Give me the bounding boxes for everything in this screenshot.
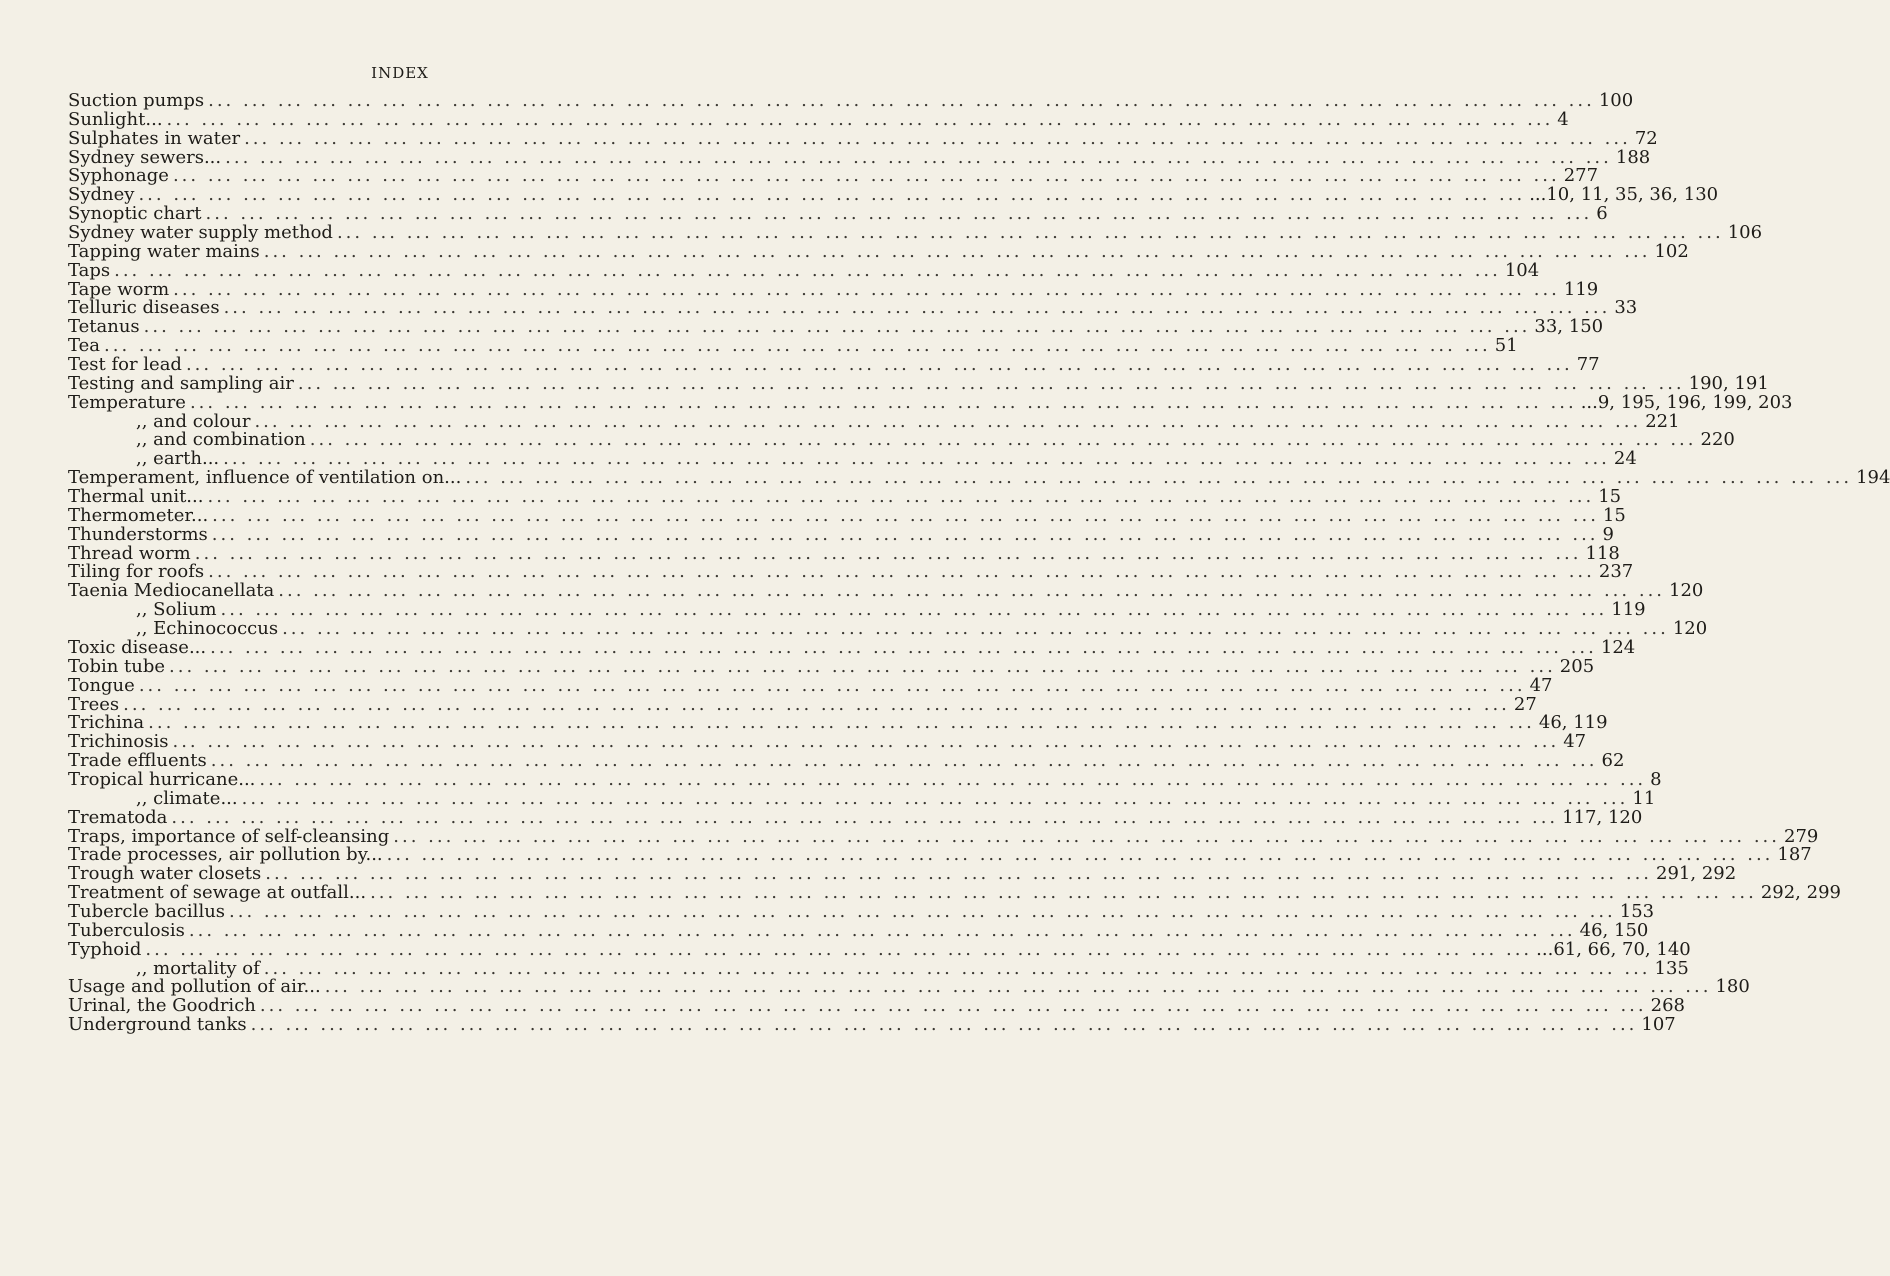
entry-term: Treatment of sewage at outfall... xyxy=(68,882,367,904)
index-entry xyxy=(68,938,1691,960)
entry-page-numbers: 292, 299 xyxy=(1760,882,1841,904)
index-entry xyxy=(68,391,1793,413)
entry-page-numbers: 47 xyxy=(1529,674,1553,696)
entry-page-numbers: 187 xyxy=(1777,844,1812,866)
entry-term: Sydney water supply method xyxy=(68,222,333,244)
index-entry xyxy=(68,1014,1676,1036)
entry-term: Sulphates in water xyxy=(68,127,241,149)
entry-page-numbers: ...10, 11, 35, 36, 130 xyxy=(1529,184,1719,206)
dot-leader: ... ... ... ... ... ... ... ... ... ... ... ... ... ... ... ... ... ... ... ... ... ... ... ... ... ... ... ... ... ... ... ... ... ... ... ... ... ... ... ... xyxy=(104,335,1491,357)
dot-leader: ... ... ... ... ... ... ... ... ... ... ... ... ... ... ... ... ... ... ... ... ... ... ... ... ... ... ... ... ... ... ... ... ... ... ... ... ... ... ... ... xyxy=(208,561,1595,583)
index-list xyxy=(68,90,1890,1036)
entry-page-numbers: 107 xyxy=(1641,1014,1676,1036)
entry-page-numbers: 9 xyxy=(1602,523,1614,545)
entry-term: ,, Echinococcus xyxy=(136,618,279,640)
entry-page-numbers: 102 xyxy=(1654,240,1689,262)
dot-leader: ... ... ... ... ... ... ... ... ... ... ... ... ... ... ... ... ... ... ... ... ... ... ... ... ... ... ... ... ... ... ... ... ... ... ... ... ... ... ... ... xyxy=(189,391,1577,413)
dot-leader: ... ... ... ... ... ... ... ... ... ... ... ... ... ... ... ... ... ... ... ... ... ... ... ... ... ... ... ... ... ... ... ... ... ... ... ... ... ... ... ... xyxy=(208,90,1595,111)
dot-leader: ... ... ... ... ... ... ... ... ... ... ... ... ... ... ... ... ... ... ... ... ... ... ... ... ... ... ... ... ... ... ... ... ... ... ... ... ... ... ... ... xyxy=(370,882,1757,904)
dot-leader: ... ... ... ... ... ... ... ... ... ... ... ... ... ... ... ... ... ... ... ... ... ... ... ... ... ... ... ... ... ... ... ... ... ... ... ... ... ... ... ... xyxy=(254,410,1642,432)
dot-leader: ... ... ... ... ... ... ... ... ... ... ... ... ... ... ... ... ... ... ... ... ... ... ... ... ... ... ... ... ... ... ... ... ... ... ... ... ... ... ... ... xyxy=(225,146,1612,168)
entry-term: Thread worm xyxy=(68,542,191,564)
entry-page-numbers: 62 xyxy=(1601,750,1625,772)
dot-leader: ... ... ... ... ... ... ... ... ... ... ... ... ... ... ... ... ... ... ... ... ... ... ... ... ... ... ... ... ... ... ... ... ... ... ... ... ... ... ... ... xyxy=(220,599,1608,621)
entry-page-numbers: 46, 119 xyxy=(1538,712,1608,734)
dot-leader: ... ... ... ... ... ... ... ... ... ... ... ... ... ... ... ... ... ... ... ... ... ... ... ... ... ... ... ... ... ... ... ... ... ... ... ... ... ... ... ... xyxy=(166,108,1554,130)
dot-leader: ... ... ... ... ... ... ... ... ... ... ... ... ... ... ... ... ... ... ... ... ... ... ... ... ... ... ... ... ... ... ... ... ... ... ... ... ... ... ... ... xyxy=(138,674,1526,696)
dot-leader: ... ... ... ... ... ... ... ... ... ... ... ... ... ... ... ... ... ... ... ... ... ... ... ... ... ... ... ... ... ... ... ... ... ... ... ... ... ... ... ... xyxy=(309,429,1697,451)
entry-term: Urinal, the Goodrich xyxy=(68,995,256,1017)
entry-term: Trade processes, air pollution by... xyxy=(68,844,383,866)
dot-leader: ... ... ... ... ... ... ... ... ... ... ... ... ... ... ... ... ... ... ... ... ... ... ... ... ... ... ... ... ... ... ... ... ... ... ... ... ... ... ... ... xyxy=(114,259,1501,281)
dot-leader: ... ... ... ... ... ... ... ... ... ... ... ... ... ... ... ... ... ... ... ... ... ... ... ... ... ... ... ... ... ... ... ... ... ... ... ... ... ... ... ... xyxy=(250,1014,1638,1036)
entry-term: Test for lead xyxy=(68,354,182,376)
entry-page-numbers: 11 xyxy=(1632,787,1656,809)
index-entry xyxy=(68,806,1643,828)
entry-term: ,, Solium xyxy=(136,599,217,621)
entry-page-numbers: 15 xyxy=(1598,486,1622,508)
entry-term: Sunlight... xyxy=(68,108,163,130)
index-entry xyxy=(68,504,1626,526)
entry-page-numbers: ...9, 195, 196, 199, 203 xyxy=(1580,391,1793,413)
index-entry xyxy=(68,372,1769,394)
dot-leader: ... ... ... ... ... ... ... ... ... ... ... ... ... ... ... ... ... ... ... ... ... ... ... ... ... ... ... ... ... ... ... ... ... ... ... ... ... ... ... ... xyxy=(282,618,1669,640)
dot-leader: ... ... ... ... ... ... ... ... ... ... ... ... ... ... ... ... ... ... ... ... ... ... ... ... ... ... ... ... ... ... ... ... ... ... ... ... ... ... ... ... xyxy=(223,448,1610,470)
entry-term: Trichina xyxy=(68,712,145,734)
entry-term: Syphonage xyxy=(68,165,169,187)
index-entry xyxy=(68,259,1540,281)
page-heading: INDEX xyxy=(371,64,429,82)
entry-page-numbers: 194 xyxy=(1856,467,1890,489)
entry-page-numbers: 268 xyxy=(1650,995,1685,1017)
entry-term: Toxic disease... xyxy=(68,636,207,658)
dot-leader: ... ... ... ... ... ... ... ... ... ... ... ... ... ... ... ... ... ... ... ... ... ... ... ... ... ... ... ... ... ... ... ... ... ... ... ... ... ... ... ... xyxy=(185,354,1573,376)
dot-leader: ... ... ... ... ... ... ... ... ... ... ... ... ... ... ... ... ... ... ... ... ... ... ... ... ... ... ... ... ... ... ... ... ... ... ... ... ... ... ... ... xyxy=(210,636,1597,658)
entry-term: ,, climate... xyxy=(136,787,238,809)
dot-leader: ... ... ... ... ... ... ... ... ... ... ... ... ... ... ... ... ... ... ... ... ... ... ... ... ... ... ... ... ... ... ... ... ... ... ... ... ... ... ... ... xyxy=(229,900,1616,922)
entry-page-numbers: 33, 150 xyxy=(1534,316,1604,338)
entry-page-numbers: 33 xyxy=(1614,297,1638,319)
entry-term: Testing and sampling air xyxy=(68,372,294,394)
index-entry xyxy=(68,655,1595,677)
dot-leader: ... ... ... ... ... ... ... ... ... ... ... ... ... ... ... ... ... ... ... ... ... ... ... ... ... ... ... ... ... ... ... ... ... ... ... ... ... ... ... ... xyxy=(211,523,1599,545)
entry-page-numbers: 77 xyxy=(1576,354,1600,376)
entry-page-numbers: 15 xyxy=(1602,504,1626,526)
dot-leader: ... ... ... ... ... ... ... ... ... ... ... ... ... ... ... ... ... ... ... ... ... ... ... ... ... ... ... ... ... ... ... ... ... ... ... ... ... ... ... ... xyxy=(143,316,1531,338)
entry-page-numbers: 124 xyxy=(1600,636,1636,658)
entry-term: Thermometer... xyxy=(68,504,209,526)
entry-page-numbers: 153 xyxy=(1619,900,1655,922)
entry-page-numbers: 188 xyxy=(1615,146,1651,168)
entry-term: Underground tanks xyxy=(68,1014,247,1036)
entry-term: Tuberculosis xyxy=(68,919,185,941)
index-entry xyxy=(68,768,1662,790)
entry-page-numbers: 291, 292 xyxy=(1656,863,1737,885)
dot-leader: ... ... ... ... ... ... ... ... ... ... ... ... ... ... ... ... ... ... ... ... ... ... ... ... ... ... ... ... ... ... ... ... ... ... ... ... ... ... ... ... xyxy=(244,127,1631,149)
index-entry xyxy=(68,127,1658,149)
entry-term: Typhoid xyxy=(68,938,142,960)
entry-page-numbers: 180 xyxy=(1715,976,1750,998)
entry-term: Traps, importance of self-cleansing xyxy=(68,825,390,847)
entry-term: Tea xyxy=(68,335,100,357)
dot-leader: ... ... ... ... ... ... ... ... ... ... ... ... ... ... ... ... ... ... ... ... ... ... ... ... ... ... ... ... ... ... ... ... ... ... ... ... ... ... ... ... xyxy=(386,844,1774,866)
dot-leader: ... ... ... ... ... ... ... ... ... ... ... ... ... ... ... ... ... ... ... ... ... ... ... ... ... ... ... ... ... ... ... ... ... ... ... ... ... ... ... ... xyxy=(259,995,1647,1017)
dot-leader: ... ... ... ... ... ... ... ... ... ... ... ... ... ... ... ... ... ... ... ... ... ... ... ... ... ... ... ... ... ... ... ... ... ... ... ... ... ... ... ... xyxy=(188,919,1576,941)
entry-term: Tape worm xyxy=(68,278,170,300)
dot-leader: ... ... ... ... ... ... ... ... ... ... ... ... ... ... ... ... ... ... ... ... ... ... ... ... ... ... ... ... ... ... ... ... ... ... ... ... ... ... ... ... xyxy=(172,165,1560,187)
index-entry xyxy=(68,919,1649,941)
entry-page-numbers: 190, 191 xyxy=(1688,372,1769,394)
dot-leader: ... ... ... ... ... ... ... ... ... ... ... ... ... ... ... ... ... ... ... ... ... ... ... ... ... ... ... ... ... ... ... ... ... ... ... ... ... ... ... ... xyxy=(278,580,1666,602)
entry-page-numbers: 46, 150 xyxy=(1579,919,1649,941)
index-entry xyxy=(68,240,1689,262)
entry-page-numbers: 120 xyxy=(1669,580,1704,602)
entry-term: Telluric diseases xyxy=(68,297,220,319)
entry-page-numbers: 205 xyxy=(1559,655,1595,677)
dot-leader: ... ... ... ... ... ... ... ... ... ... ... ... ... ... ... ... ... ... ... ... ... ... ... ... ... ... ... ... ... ... ... ... ... ... ... ... ... ... ... ... xyxy=(393,825,1780,847)
entry-term: Temperature xyxy=(68,391,186,413)
index-entry xyxy=(68,636,1636,658)
dot-leader: ... ... ... ... ... ... ... ... ... ... ... ... ... ... ... ... ... ... ... ... ... ... ... ... ... ... ... ... ... ... ... ... ... ... ... ... ... ... ... ... xyxy=(465,467,1853,489)
dot-leader: ... ... ... ... ... ... ... ... ... ... ... ... ... ... ... ... ... ... ... ... ... ... ... ... ... ... ... ... ... ... ... ... ... ... ... ... ... ... ... ... xyxy=(123,693,1510,715)
dot-leader: ... ... ... ... ... ... ... ... ... ... ... ... ... ... ... ... ... ... ... ... ... ... ... ... ... ... ... ... ... ... ... ... ... ... ... ... ... ... ... ... xyxy=(172,731,1560,753)
entry-term: Tongue xyxy=(68,674,135,696)
entry-page-numbers: 118 xyxy=(1585,542,1620,564)
dot-leader: ... ... ... ... ... ... ... ... ... ... ... ... ... ... ... ... ... ... ... ... ... ... ... ... ... ... ... ... ... ... ... ... ... ... ... ... ... ... ... ... xyxy=(263,957,1651,979)
entry-term: Trough water closets xyxy=(68,863,262,885)
dot-leader: ... ... ... ... ... ... ... ... ... ... ... ... ... ... ... ... ... ... ... ... ... ... ... ... ... ... ... ... ... ... ... ... ... ... ... ... ... ... ... ... xyxy=(173,278,1560,300)
entry-term: Sydney xyxy=(68,184,135,206)
entry-page-numbers: 221 xyxy=(1645,410,1680,432)
entry-term: ,, mortality of xyxy=(136,957,260,979)
entry-page-numbers: 24 xyxy=(1613,448,1637,470)
entry-page-numbers: 135 xyxy=(1654,957,1689,979)
entry-term: Taps xyxy=(68,259,111,281)
entry-page-numbers: ...61, 66, 70, 140 xyxy=(1536,938,1691,960)
entry-page-numbers: 119 xyxy=(1611,599,1646,621)
entry-page-numbers: 277 xyxy=(1563,165,1599,187)
entry-page-numbers: 104 xyxy=(1504,259,1540,281)
dot-leader: ... ... ... ... ... ... ... ... ... ... ... ... ... ... ... ... ... ... ... ... ... ... ... ... ... ... ... ... ... ... ... ... ... ... ... ... ... ... ... ... xyxy=(210,750,1598,772)
entry-page-numbers: 51 xyxy=(1494,335,1518,357)
entry-page-numbers: 117, 120 xyxy=(1562,806,1643,828)
entry-page-numbers: 120 xyxy=(1672,618,1708,640)
dot-leader: ... ... ... ... ... ... ... ... ... ... ... ... ... ... ... ... ... ... ... ... ... ... ... ... ... ... ... ... ... ... ... ... ... ... ... ... ... ... ... ... xyxy=(207,486,1595,508)
entry-term: Tiling for roofs xyxy=(68,561,205,583)
entry-term: Suction pumps xyxy=(68,90,205,111)
entry-page-numbers: 119 xyxy=(1563,278,1599,300)
entry-term: Thermal unit... xyxy=(68,486,204,508)
entry-page-numbers: 220 xyxy=(1700,429,1735,451)
dot-leader: ... ... ... ... ... ... ... ... ... ... ... ... ... ... ... ... ... ... ... ... ... ... ... ... ... ... ... ... ... ... ... ... ... ... ... ... ... ... ... ... xyxy=(205,203,1593,225)
dot-leader: ... ... ... ... ... ... ... ... ... ... ... ... ... ... ... ... ... ... ... ... ... ... ... ... ... ... ... ... ... ... ... ... ... ... ... ... ... ... ... ... xyxy=(212,504,1599,526)
entry-term: Tobin tube xyxy=(68,655,166,677)
entry-term: Temperament, influence of ventilation on... xyxy=(68,467,462,489)
entry-term: Thunderstorms xyxy=(68,523,208,545)
entry-term: Tetanus xyxy=(68,316,140,338)
entry-term: Trade effluents xyxy=(68,750,207,772)
entry-term: ,, and combination xyxy=(136,429,306,451)
dot-leader: ... ... ... ... ... ... ... ... ... ... ... ... ... ... ... ... ... ... ... ... ... ... ... ... ... ... ... ... ... ... ... ... ... ... ... ... ... ... ... ... xyxy=(324,976,1712,998)
entry-term: Tapping water mains xyxy=(68,240,260,262)
dot-leader: ... ... ... ... ... ... ... ... ... ... ... ... ... ... ... ... ... ... ... ... ... ... ... ... ... ... ... ... ... ... ... ... ... ... ... ... ... ... ... ... xyxy=(169,655,1556,677)
dot-leader: ... ... ... ... ... ... ... ... ... ... ... ... ... ... ... ... ... ... ... ... ... ... ... ... ... ... ... ... ... ... ... ... ... ... ... ... ... ... ... ... xyxy=(223,297,1611,319)
entry-page-numbers: 106 xyxy=(1727,222,1763,244)
entry-term: Taenia Mediocanellata xyxy=(68,580,275,602)
entry-page-numbers: 4 xyxy=(1557,108,1569,130)
dot-leader: ... ... ... ... ... ... ... ... ... ... ... ... ... ... ... ... ... ... ... ... ... ... ... ... ... ... ... ... ... ... ... ... ... ... ... ... ... ... ... ... xyxy=(194,542,1582,564)
entry-page-numbers: 279 xyxy=(1784,825,1819,847)
index-entry xyxy=(68,523,1614,545)
entry-page-numbers: 8 xyxy=(1650,768,1662,790)
entry-page-numbers: 27 xyxy=(1513,693,1537,715)
index-entry xyxy=(68,108,1569,130)
entry-term: ,, earth... xyxy=(136,448,220,470)
dot-leader: ... ... ... ... ... ... ... ... ... ... ... ... ... ... ... ... ... ... ... ... ... ... ... ... ... ... ... ... ... ... ... ... ... ... ... ... ... ... ... ... xyxy=(263,240,1651,262)
entry-page-numbers: 72 xyxy=(1634,127,1658,149)
entry-term: Trees xyxy=(68,693,120,715)
entry-term: Synoptic chart xyxy=(68,203,202,225)
dot-leader: ... ... ... ... ... ... ... ... ... ... ... ... ... ... ... ... ... ... ... ... ... ... ... ... ... ... ... ... ... ... ... ... ... ... ... ... ... ... ... ... xyxy=(148,712,1535,734)
dot-leader: ... ... ... ... ... ... ... ... ... ... ... ... ... ... ... ... ... ... ... ... ... ... ... ... ... ... ... ... ... ... ... ... ... ... ... ... ... ... ... ... xyxy=(265,863,1653,885)
dot-leader: ... ... ... ... ... ... ... ... ... ... ... ... ... ... ... ... ... ... ... ... ... ... ... ... ... ... ... ... ... ... ... ... ... ... ... ... ... ... ... ... xyxy=(241,787,1629,809)
entry-page-numbers: 237 xyxy=(1598,561,1634,583)
entry-term: ,, and colour xyxy=(136,410,251,432)
entry-term: Tubercle bacillus xyxy=(68,900,226,922)
entry-page-numbers: 47 xyxy=(1563,731,1587,753)
entry-term: Trichinosis xyxy=(68,731,169,753)
entry-term: Trematoda xyxy=(68,806,168,828)
dot-leader: ... ... ... ... ... ... ... ... ... ... ... ... ... ... ... ... ... ... ... ... ... ... ... ... ... ... ... ... ... ... ... ... ... ... ... ... ... ... ... ... xyxy=(336,222,1724,244)
entry-page-numbers: 100 xyxy=(1598,90,1634,111)
entry-term: Tropical hurricane... xyxy=(68,768,256,790)
entry-term: Sydney sewers... xyxy=(68,146,222,168)
entry-page-numbers: 6 xyxy=(1596,203,1608,225)
index-subentry xyxy=(68,787,1656,809)
dot-leader: ... ... ... ... ... ... ... ... ... ... ... ... ... ... ... ... ... ... ... ... ... ... ... ... ... ... ... ... ... ... ... ... ... ... ... ... ... ... ... ... xyxy=(297,372,1685,394)
index-entry xyxy=(68,674,1553,696)
dot-leader: ... ... ... ... ... ... ... ... ... ... ... ... ... ... ... ... ... ... ... ... ... ... ... ... ... ... ... ... ... ... ... ... ... ... ... ... ... ... ... ... xyxy=(259,768,1647,790)
entry-term: Usage and pollution of air... xyxy=(68,976,321,998)
dot-leader: ... ... ... ... ... ... ... ... ... ... ... ... ... ... ... ... ... ... ... ... ... ... ... ... ... ... ... ... ... ... ... ... ... ... ... ... ... ... ... ... xyxy=(138,184,1526,206)
index-entry xyxy=(68,900,1655,922)
dot-leader: ... ... ... ... ... ... ... ... ... ... ... ... ... ... ... ... ... ... ... ... ... ... ... ... ... ... ... ... ... ... ... ... ... ... ... ... ... ... ... ... xyxy=(171,806,1559,828)
dot-leader: ... ... ... ... ... ... ... ... ... ... ... ... ... ... ... ... ... ... ... ... ... ... ... ... ... ... ... ... ... ... ... ... ... ... ... ... ... ... ... ... xyxy=(145,938,1533,960)
